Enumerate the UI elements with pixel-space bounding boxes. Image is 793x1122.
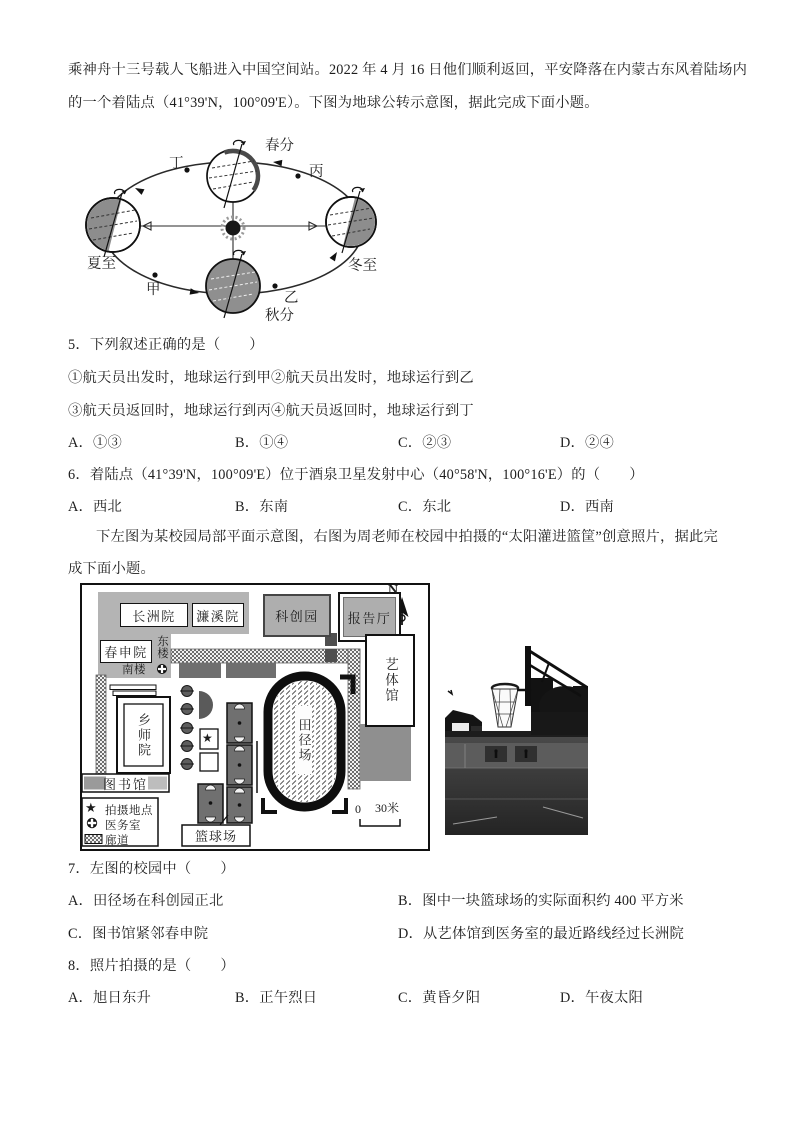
earth-summer-solstice	[85, 183, 140, 260]
building-label-chunshen: 春申院	[100, 640, 152, 663]
earth-winter-solstice	[326, 187, 392, 262]
q5-choice-line: ①航天员出发时，地球运行到甲②航天员出发时，地球运行到乙	[68, 370, 474, 386]
paragraph-line: 的一个着陆点（41°39'N，100°09'E）。下图为地球公转示意图，据此完成下面小题。	[68, 95, 599, 111]
photo-svg	[445, 628, 588, 835]
building	[179, 663, 221, 678]
building-label-lianxi: 濂溪院	[192, 603, 244, 627]
building-label-yitiguan: 艺体馆	[365, 634, 415, 727]
building-label-donglou: 东楼	[156, 635, 168, 659]
building	[199, 691, 213, 719]
building-label-changzhou: 长洲院	[120, 603, 188, 627]
scale-length: 30米	[375, 801, 400, 815]
clinic-icon	[157, 664, 167, 674]
q8-option-a: A．旭日东升	[68, 990, 152, 1006]
scale-zero: 0	[355, 802, 361, 816]
q5-stem: 5．下列叙述正确的是（ ）	[68, 337, 264, 353]
earth-spring-equinox	[207, 140, 259, 208]
paragraph-line: 乘神舟十三号载人飞船进入中国空间站。2022 年 4 月 16 日他们顺利返回，平安降落在内蒙古东风着陆场内	[68, 62, 748, 78]
building-label-nanlou: 南楼	[122, 664, 146, 676]
photo-spot-star: ★	[202, 731, 213, 745]
q6-option-d: D．西南	[560, 499, 615, 515]
map-intro-line: 下左图为某校园局部平面示意图，右图为周老师在校园中拍摄的“太阳灌进篮筐”创意照片，据此完	[96, 529, 718, 545]
orbit-label-bing: 丙	[309, 164, 324, 180]
building	[360, 724, 411, 781]
legend-corridor: 廊道	[105, 835, 129, 847]
q5-option-b: B．①④	[235, 435, 289, 451]
q7-option-b: B．图中一块篮球场的实际面积约 400 平方米	[398, 893, 684, 909]
sun-in-hoop-photo	[445, 628, 588, 835]
q8-stem: 8．照片拍摄的是（ ）	[68, 958, 235, 974]
q6-option-a: A．西北	[68, 499, 123, 515]
orbit-label-winter-solstice: 冬至	[348, 258, 377, 274]
earth-revolution-diagram	[85, 131, 397, 333]
q5-choice-line: ③航天员返回时，地球运行到丙④航天员返回时，地球运行到丁	[68, 403, 474, 419]
q8-option-d: D．午夜太阳	[560, 990, 644, 1006]
q5-option-a: A．①③	[68, 435, 123, 451]
q5-option-d: D．②④	[560, 435, 615, 451]
library-label: 图书馆	[102, 776, 148, 792]
trees	[180, 686, 194, 770]
legend-star-icon: ★	[85, 800, 97, 815]
orbit-label-yi: 乙	[284, 290, 299, 306]
scale-bar	[360, 819, 400, 826]
q7-stem: 7．左图的校园中（ ）	[68, 861, 235, 877]
basketball-label: 篮球场	[194, 829, 237, 844]
backboard-and-trees-silhouette	[531, 678, 588, 735]
q8-option-b: B．正午烈日	[235, 990, 318, 1006]
north-label: N	[388, 583, 399, 598]
building	[226, 663, 276, 678]
q7-option-a: A．田径场在科创园正北	[68, 893, 224, 909]
orbit-label-summer-solstice: 夏至	[87, 256, 116, 272]
building-label-xiangshi: 乡师院	[136, 712, 151, 758]
orbit-label-spring-equinox: 春分	[265, 138, 294, 154]
q5-option-c: C．②③	[398, 435, 452, 451]
legend-photo-spot: 拍摄地点	[105, 805, 153, 817]
q6-option-c: C．东北	[398, 499, 452, 515]
map-intro-line: 成下面小题。	[68, 561, 155, 577]
building	[200, 753, 218, 771]
orbit-label-autumn-equinox: 秋分	[265, 308, 294, 324]
q7-option-c: C．图书馆紧邻春申院	[68, 926, 209, 942]
building-label-baogating: 报告厅	[338, 592, 401, 642]
orbit-label-ding: 丁	[169, 156, 184, 172]
orbit-diagram-svg	[85, 131, 397, 333]
track-label: 田径场	[296, 717, 312, 763]
earth-autumn-equinox	[206, 250, 260, 318]
building-label-kechuang: 科创园	[263, 594, 331, 637]
q6-stem: 6．着陆点（41°39'N，100°09'E）位于酒泉卫星发射中心（40°58'N，100°16'E）的（ ）	[68, 467, 644, 483]
campus-map	[80, 583, 430, 851]
q8-option-c: C．黄昏夕阳	[398, 990, 481, 1006]
legend-clinic: 医务室	[105, 820, 141, 832]
q6-option-b: B．东南	[235, 499, 289, 515]
q7-option-d: D．从艺体馆到医务室的最近路线经过长洲院	[398, 926, 684, 942]
orbit-label-jia: 甲	[146, 282, 161, 298]
